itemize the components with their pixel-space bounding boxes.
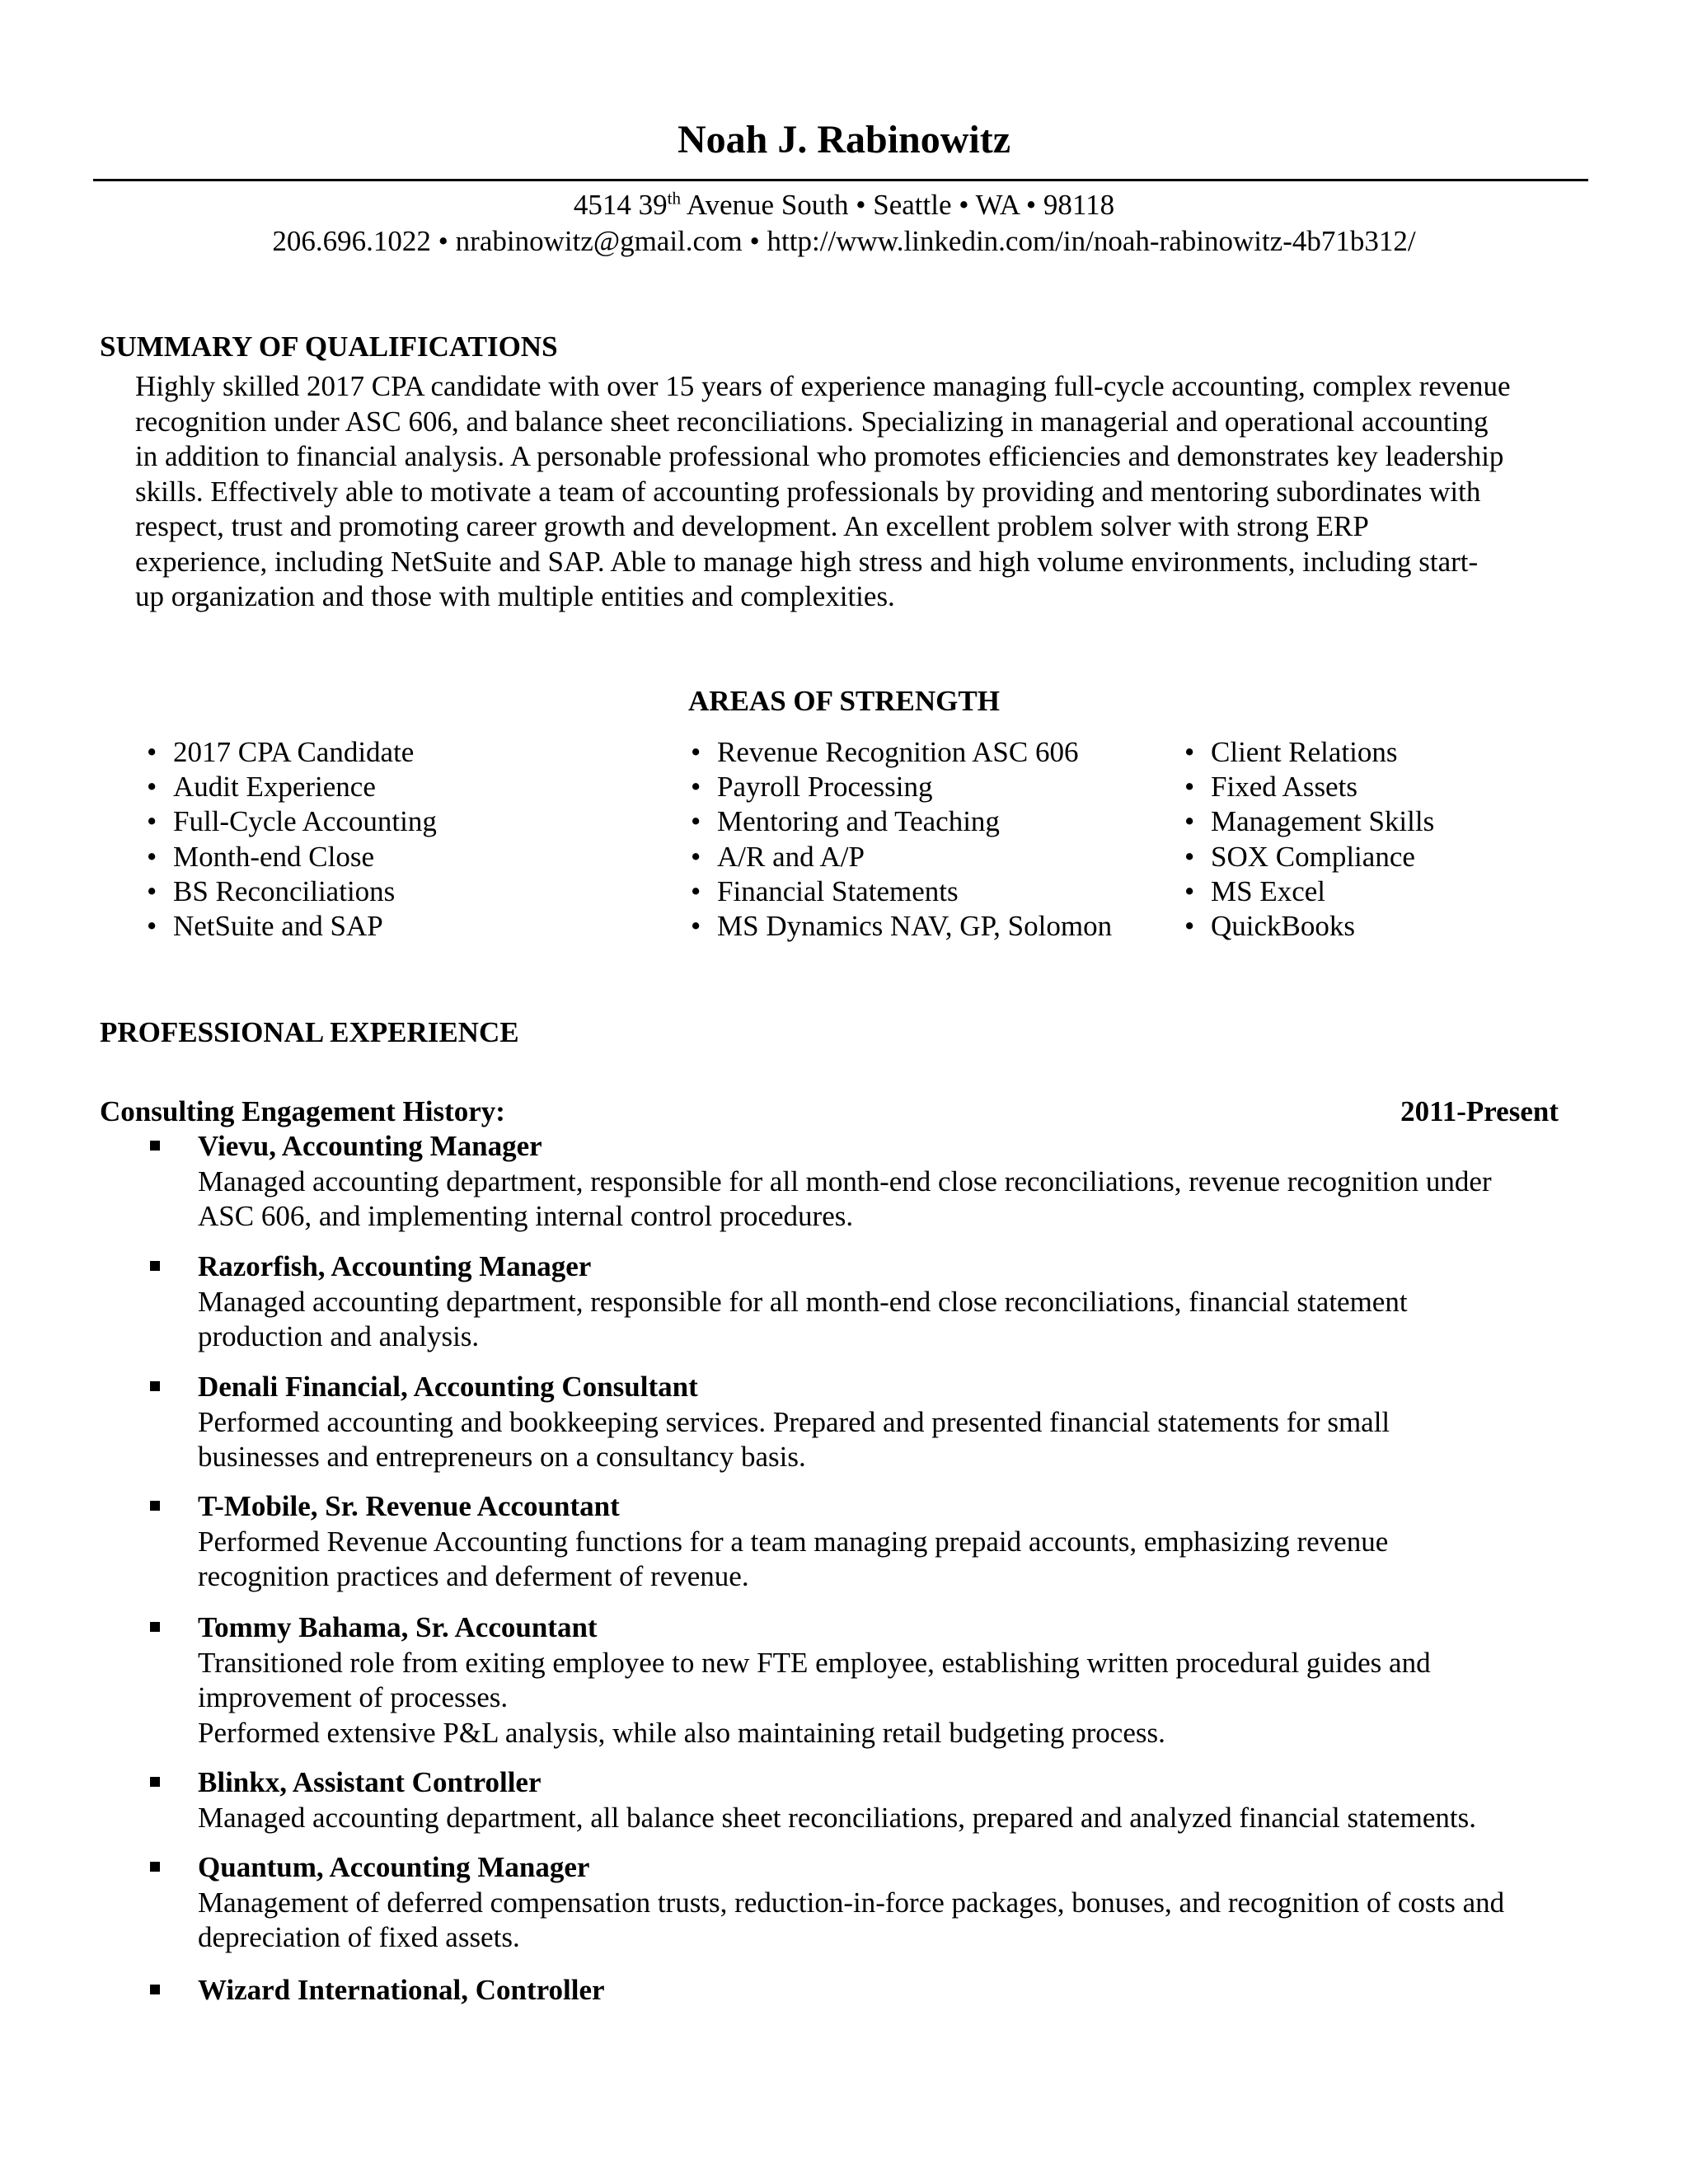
square-bullet-icon <box>150 1777 160 1787</box>
bullet-icon: • <box>691 805 701 838</box>
strength-item: • MS Dynamics NAV, GP, Solomon <box>691 909 1112 944</box>
bullet-icon: • <box>691 736 701 768</box>
job-description-line: businesses and entrepreneurs on a consultancy basis. <box>198 1441 806 1473</box>
bullet-icon: • <box>691 840 701 873</box>
job-entry <box>150 1850 1592 1956</box>
summary-line: up organization and those with multiple entities and complexities. <box>135 580 895 612</box>
strength-item: • QuickBooks <box>1184 909 1434 944</box>
job-title: Denali Financial, Accounting Consultant <box>198 1371 698 1403</box>
strengths-column-3 <box>1184 735 1434 944</box>
bullet-icon: • <box>691 874 701 907</box>
job-entry <box>150 1610 1592 1750</box>
engagement-history-title: Consulting Engagement History: <box>100 1095 505 1127</box>
bullet-icon: • <box>1184 771 1195 804</box>
job-title: Wizard International, Controller <box>198 1974 605 2006</box>
address-number: 4514 39 <box>573 189 668 221</box>
square-bullet-icon <box>150 1381 160 1391</box>
engagement-history-header <box>100 1094 1559 1129</box>
summary-line: Highly skilled 2017 CPA candidate with over 15 years of experience managing full-cycle accounting, complex revenue <box>135 370 1511 402</box>
square-bullet-icon <box>150 1261 160 1271</box>
job-entry <box>150 1489 1592 1595</box>
summary-heading: SUMMARY OF QUALIFICATIONS <box>100 330 558 363</box>
bullet-icon: • <box>147 771 157 804</box>
bullet-icon: • <box>691 910 701 943</box>
engagement-history-dates: 2011-Present <box>1400 1095 1559 1127</box>
square-bullet-icon <box>150 1501 160 1511</box>
job-description-line: Performed Revenue Accounting functions for a team managing prepaid accounts, emphasizing revenue <box>198 1525 1389 1558</box>
square-bullet-icon <box>150 1985 160 1994</box>
strength-item: • Financial Statements <box>691 874 1112 909</box>
bullet-icon: • <box>1184 910 1195 943</box>
summary-line: recognition under ASC 606, and balance sheet reconciliations. Specializing in managerial and operational accounting <box>135 405 1489 438</box>
square-bullet-icon <box>150 1622 160 1632</box>
summary-line: respect, trust and promoting career growth and development. An excellent problem solver with strong ERP <box>135 510 1369 542</box>
strength-item: • MS Excel <box>1184 874 1434 909</box>
strength-item: • NetSuite and SAP <box>147 909 437 944</box>
job-description-line: Managed accounting department, all balance sheet reconciliations, prepared and analyzed financial statements. <box>198 1801 1476 1834</box>
bullet-icon: • <box>147 874 157 907</box>
strength-item: • Client Relations <box>1184 735 1434 770</box>
bullet-icon: • <box>147 840 157 873</box>
strength-item: • Revenue Recognition ASC 606 <box>691 735 1112 770</box>
job-description-line: recognition practices and deferment of revenue. <box>198 1560 749 1592</box>
job-description-line: Managed accounting department, responsible for all month-end close reconciliations, financial statement <box>198 1285 1408 1318</box>
summary-line: skills. Effectively able to motivate a team of accounting professionals by providing and mentoring subordinates with <box>135 475 1481 508</box>
experience-heading: PROFESSIONAL EXPERIENCE <box>100 1016 519 1048</box>
strengths-column-1 <box>147 735 437 944</box>
job-description-line: Management of deferred compensation trusts, reduction-in-force packages, bonuses, and recognition of costs and <box>198 1886 1505 1919</box>
strength-item: • Management Skills <box>1184 804 1434 839</box>
strength-item: • Payroll Processing <box>691 770 1112 804</box>
job-description-line: Performed extensive P&L analysis, while also maintaining retail budgeting process. <box>198 1716 1165 1749</box>
bullet-icon: • <box>1184 805 1195 838</box>
strength-item: • Full-Cycle Accounting <box>147 804 437 839</box>
strength-item: • A/R and A/P <box>691 840 1112 874</box>
job-description-line: Performed accounting and bookkeeping services. Prepared and presented financial statements for small <box>198 1405 1390 1438</box>
job-description <box>198 1405 1592 1475</box>
job-description-line: improvement of processes. <box>198 1681 509 1713</box>
job-description-line: Transitioned role from exiting employee to new FTE employee, establishing written procedural guides and <box>198 1646 1431 1679</box>
strength-item: • BS Reconciliations <box>147 874 437 909</box>
strengths-heading: AREAS OF STRENGTH <box>688 685 1000 717</box>
summary-line: experience, including NetSuite and SAP. Able to manage high stress and high volume environments, including start- <box>135 545 1479 578</box>
contact-line: 206.696.1022 • nrabinowitz@gmail.com • http://www.linkedin.com/in/noah-rabinowitz-4b71b312/ <box>272 225 1416 257</box>
bullet-icon: • <box>1184 736 1195 768</box>
strength-item: • Fixed Assets <box>1184 770 1434 804</box>
job-title: Quantum, Accounting Manager <box>198 1851 590 1883</box>
job-title: Tommy Bahama, Sr. Accountant <box>198 1611 598 1643</box>
address-suffix: th <box>667 188 681 209</box>
job-title: Vievu, Accounting Manager <box>198 1130 542 1162</box>
bullet-icon: • <box>691 771 701 804</box>
strength-item: • SOX Compliance <box>1184 840 1434 874</box>
job-entry <box>150 1129 1592 1235</box>
job-entry <box>150 1249 1592 1355</box>
job-description-line: depreciation of fixed assets. <box>198 1921 520 1953</box>
square-bullet-icon <box>150 1862 160 1872</box>
strength-item: • Audit Experience <box>147 770 437 804</box>
job-title: T-Mobile, Sr. Revenue Accountant <box>198 1490 620 1522</box>
bullet-icon: • <box>1184 874 1195 907</box>
square-bullet-icon <box>150 1141 160 1151</box>
job-description-line: production and analysis. <box>198 1320 480 1352</box>
job-description <box>198 1285 1592 1355</box>
summary-line: in addition to financial analysis. A personable professional who promotes efficiencies and demonstrates key leadership <box>135 440 1504 472</box>
job-entry <box>150 1973 1592 2008</box>
strength-item: • 2017 CPA Candidate <box>147 735 437 770</box>
strength-item: • Month-end Close <box>147 840 437 874</box>
job-title: Blinkx, Assistant Controller <box>198 1766 542 1798</box>
job-description <box>198 1165 1592 1235</box>
bullet-icon: • <box>147 736 157 768</box>
job-description <box>198 1525 1592 1595</box>
strength-item: • Mentoring and Teaching <box>691 804 1112 839</box>
summary-text <box>135 369 1602 615</box>
bullet-icon: • <box>1184 840 1195 873</box>
address-line <box>0 188 1688 223</box>
job-description <box>198 1801 1592 1836</box>
address-rest: Avenue South • Seattle • WA • 98118 <box>681 189 1115 221</box>
job-description-line: Managed accounting department, responsible for all month-end close reconciliations, revenue recognition under <box>198 1165 1492 1197</box>
candidate-name: Noah J. Rabinowitz <box>677 118 1011 162</box>
job-entry <box>150 1765 1592 1835</box>
bullet-icon: • <box>147 805 157 838</box>
job-title: Razorfish, Accounting Manager <box>198 1250 592 1282</box>
job-entry <box>150 1370 1592 1475</box>
job-description-line: ASC 606, and implementing internal control procedures. <box>198 1200 854 1232</box>
strengths-column-2 <box>691 735 1112 944</box>
bullet-icon: • <box>147 910 157 943</box>
job-description <box>198 1646 1592 1751</box>
header-divider <box>93 179 1588 181</box>
job-description <box>198 1886 1592 1956</box>
